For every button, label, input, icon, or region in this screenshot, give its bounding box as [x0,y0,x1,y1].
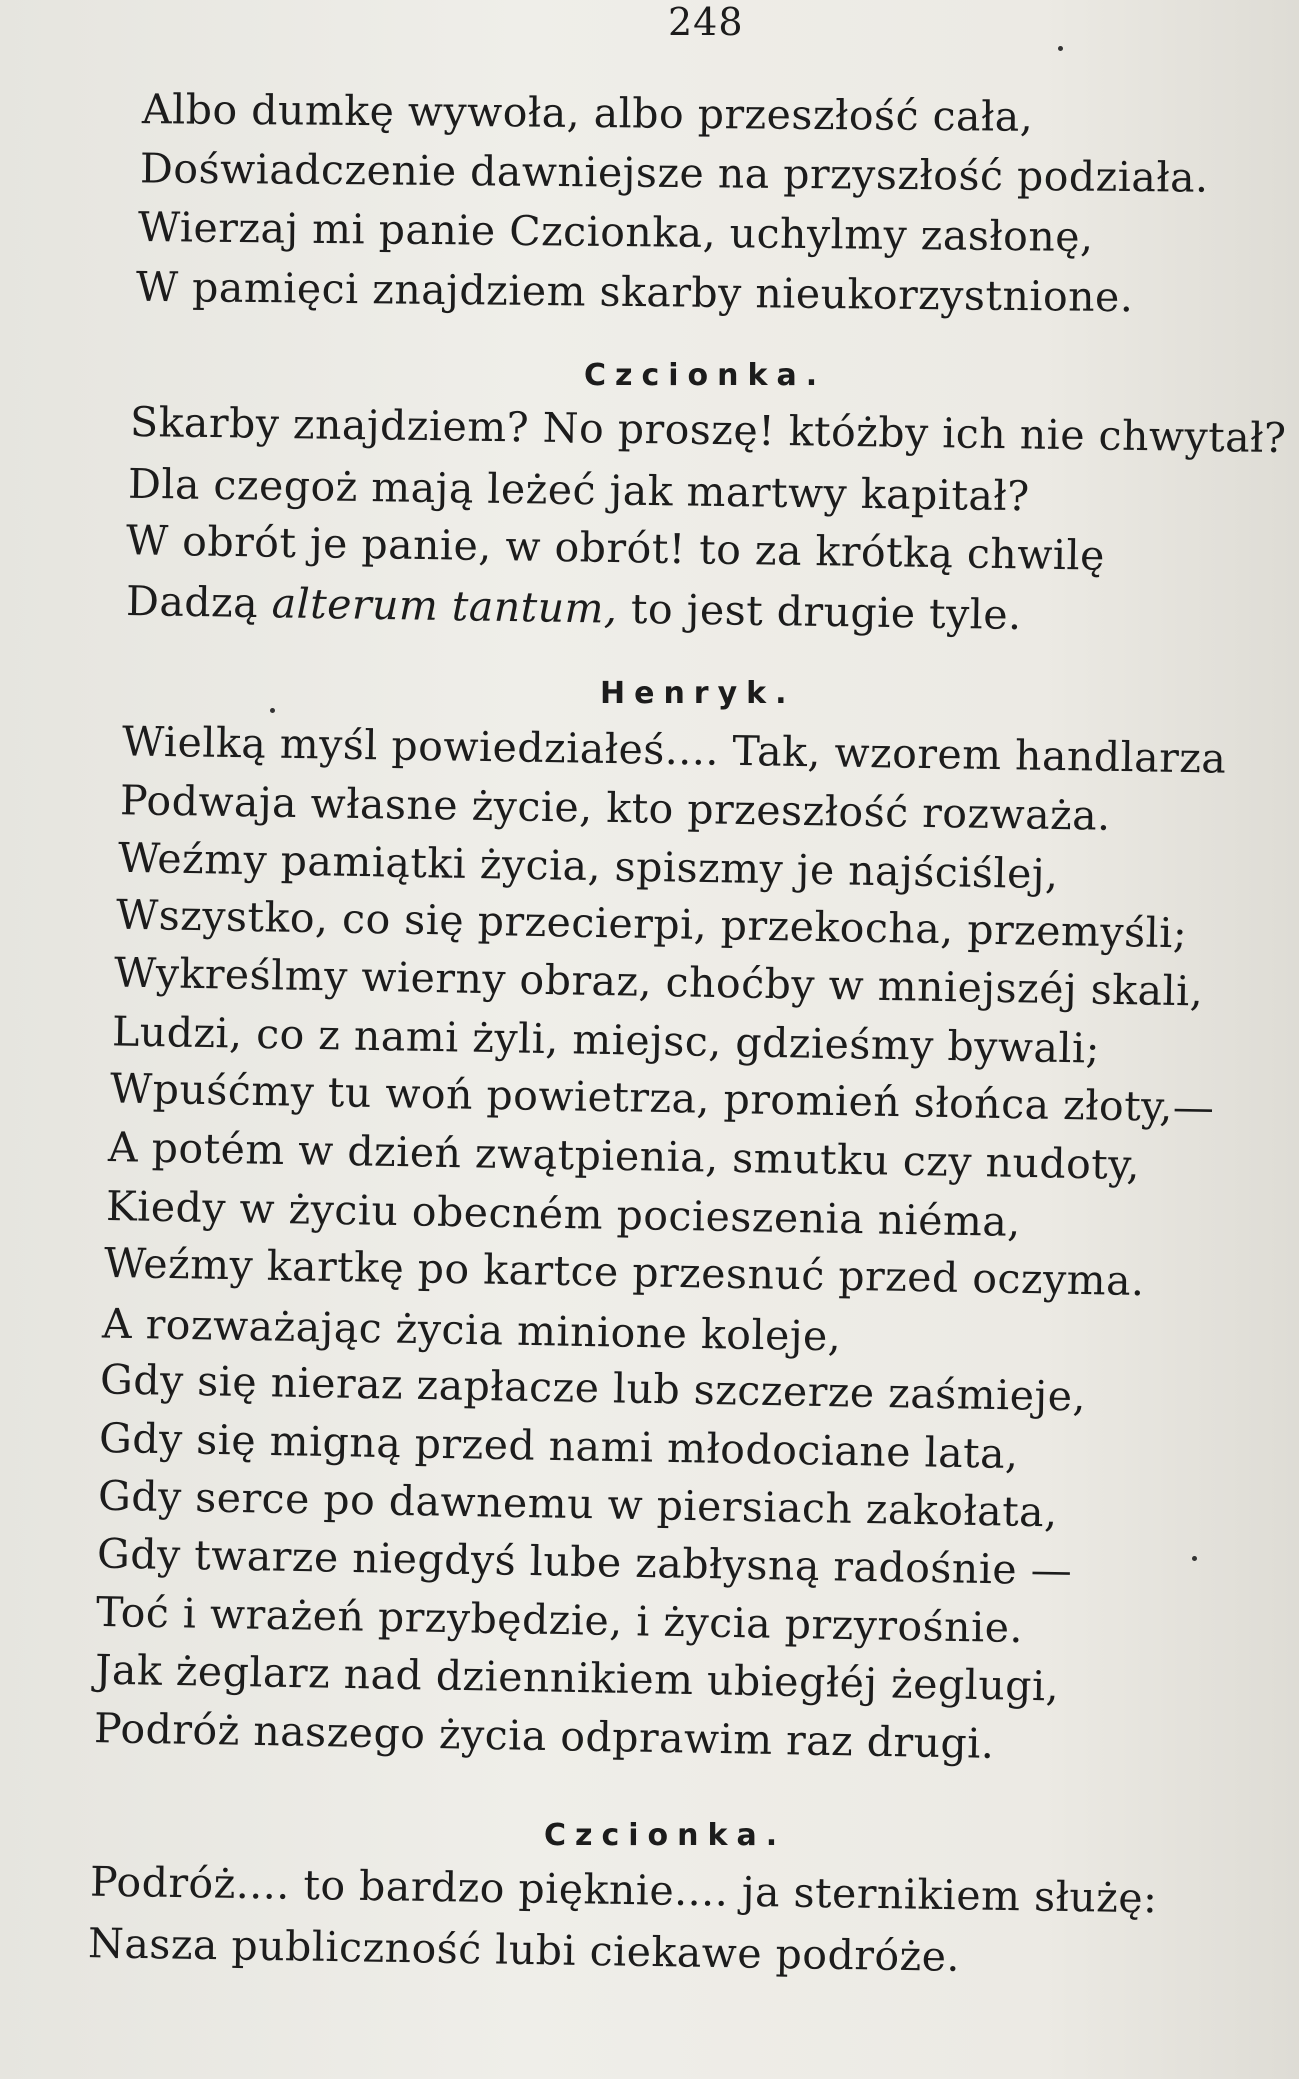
latin-phrase: alterum tantum, [271,579,618,633]
verse-line: Wielką myśl powiedziałeś.... Tak, wzorem handlarza [121,717,1227,783]
verse-line: Wykreślmy wierny obraz, choćby w mniejszéj skali, [113,948,1204,1016]
verse-line: Weźmy kartkę po kartce przesnuć przed oczyma. [103,1238,1145,1306]
print-speck [270,708,275,713]
verse-text: to jest drugie tyle. [617,584,1023,640]
verse-line: Albo dumkę wywoła, albo przeszłość cała, [141,85,1034,141]
verse-line: Gdy twarze niegdyś lube zabłysną radośnie — [96,1529,1073,1595]
verse-line: A rozważając życia minione koleje, [101,1299,842,1361]
verse-line: Kiedy w życiu obecném pocieszenia niéma, [105,1182,1022,1246]
speaker-name: Czcionka. [584,358,827,393]
verse-line: Gdy serce po dawnemu w piersiach zakołata, [97,1471,1059,1537]
verse-line: Skarby znajdziem? No proszę! któżby ich nie chwytał? [129,397,1287,463]
verse-line: W obrót je panie, w obrót! to za krótką chwilę [125,516,1106,580]
verse-line: Weźmy pamiątki życia, spiszmy je najściślej, [117,833,1059,899]
verse-line: Ludzi, co z nami żyli, miejsc, gdzieśmy bywali; [111,1007,1101,1073]
print-speck [1058,46,1063,51]
speaker-name: Henryk. [600,676,796,711]
verse-line: Wierzaj mi panie Czcionka, uchylmy zasłonę, [137,202,1094,262]
verse-line: Jak żeglarz nad dziennikiem ubiegłéj żeglugi, [94,1645,1060,1711]
speaker-name: Czcionka. [544,1818,787,1853]
verse-text: Dadzą [125,576,273,628]
verse-line: Nasza publiczność lubi ciekawe podróże. [87,1919,961,1981]
verse-line: Toć i wrażeń przybędzie, i życia przyrośnie. [95,1587,1024,1653]
verse-line: Wszystko, co się przecierpi, przekocha, przemyśli; [115,890,1188,958]
verse-line: W pamięci znajdziem skarby nieukorzystnione. [135,262,1134,322]
print-speck [1192,1556,1197,1561]
verse-line: Dla czegoż mają leżeć jak martwy kapitał? [127,459,1030,521]
verse-line: Gdy się migną przed nami młodociane lata, [98,1413,1019,1479]
verse-line: Podwaja własne życie, kto przeszłość rozważa. [119,776,1112,840]
verse-line [125,576,1023,640]
verse-line: Gdy się nieraz zapłacze lub szczerze zaśmieje, [99,1355,1087,1421]
verse-line: Podróż.... to bardzo pięknie.... ja sternikiem służę: [89,1857,1158,1923]
verse-line: Wpuśćmy tu woń powietrza, promień słońca złoty,— [109,1064,1215,1132]
page-number: 248 [668,0,744,44]
verse-line: Doświadczenie dawniejsze na przyszłość podziała. [139,144,1209,202]
verse-line: Podróż naszego życia odprawim raz drugi. [93,1704,995,1768]
verse-line: A potém w dzień zwątpienia, smutku czy nudoty, [107,1122,1141,1190]
